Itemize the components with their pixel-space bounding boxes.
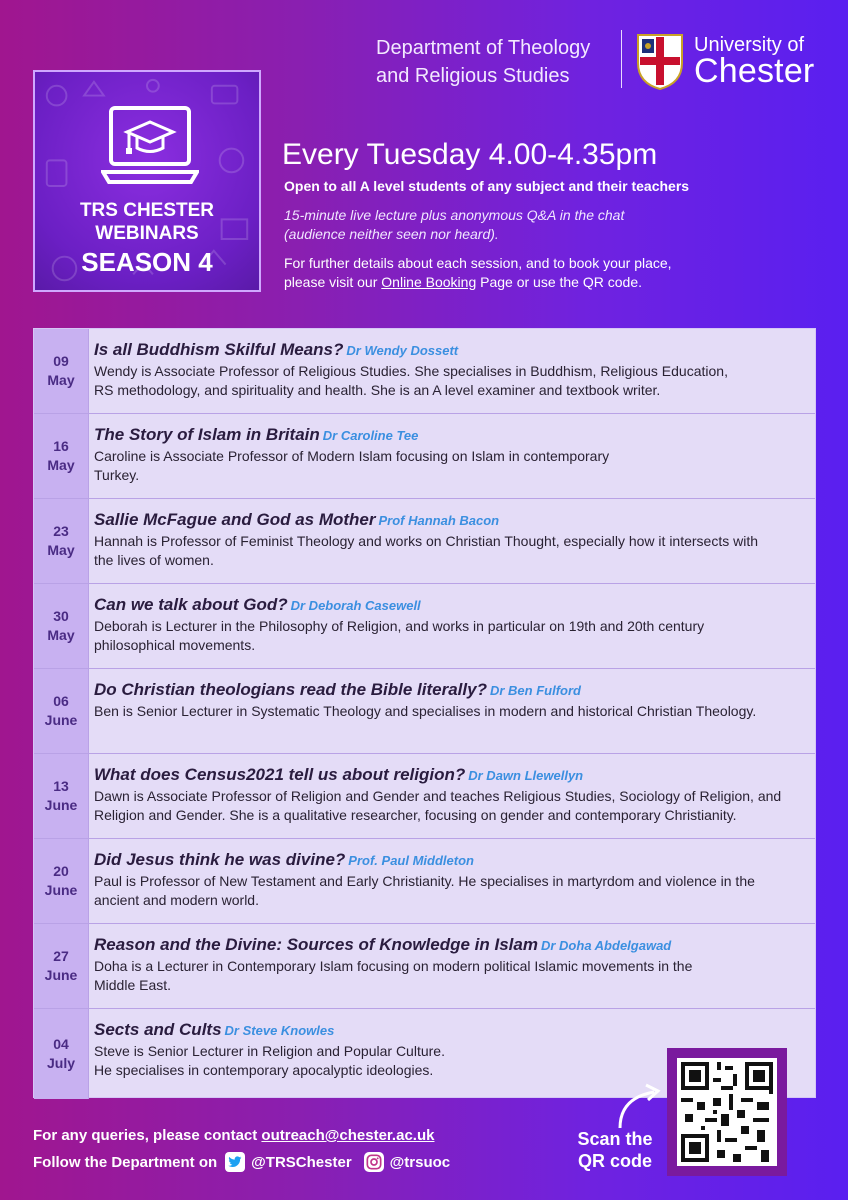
session-speaker: Dr Steve Knowles	[224, 1023, 335, 1038]
session-body	[89, 1009, 451, 1099]
session-date	[34, 1009, 89, 1099]
session-description	[94, 362, 728, 400]
session-row	[34, 584, 815, 669]
session-row	[34, 499, 815, 584]
session-title: The Story of Islam in Britain	[94, 425, 320, 444]
graduation-cap-icon	[126, 122, 173, 154]
qr-code-icon[interactable]	[677, 1058, 777, 1166]
twitter-icon[interactable]	[225, 1152, 245, 1172]
session-date	[34, 329, 89, 413]
laptop-icon	[101, 102, 199, 190]
department-name	[376, 34, 616, 90]
session-day: 09	[53, 353, 69, 369]
curved-arrow-icon	[614, 1082, 664, 1132]
department-line-1: Department of Theology	[376, 37, 591, 59]
session-day: 20	[53, 863, 69, 879]
details-line-1: For further details about each session, and to book your place,	[284, 255, 672, 271]
session-body	[89, 754, 787, 838]
session-month: June	[44, 967, 78, 983]
session-month: June	[44, 797, 78, 813]
qr-code-frame	[667, 1048, 787, 1176]
session-date	[34, 669, 89, 753]
session-description-line-2: philosophical movements.	[94, 637, 256, 653]
session-day: 13	[53, 778, 69, 794]
session-speaker: Dr Dawn Llewellyn	[468, 768, 584, 783]
session-title: Is all Buddhism Skilful Means?	[94, 340, 344, 359]
session-description	[94, 872, 755, 910]
social-line	[33, 1152, 450, 1172]
session-title: Do Christian theologians read the Bible literally?	[94, 680, 487, 699]
session-description	[94, 447, 609, 485]
badge-line-1: TRS CHESTER	[79, 200, 215, 221]
session-date	[34, 754, 89, 838]
session-body	[89, 584, 710, 668]
badge-line-3: SEASON 4	[81, 247, 213, 277]
session-description	[94, 1042, 445, 1080]
session-description-line-1: Hannah is Professor of Feminist Theology and works on Christian Thought, especially how it intersects with	[94, 533, 759, 549]
instagram-handle[interactable]: @trsuoc	[389, 1153, 451, 1171]
session-description-line-1: Steve is Senior Lecturer in Religion and Popular Culture.	[94, 1043, 445, 1059]
session-description	[94, 532, 758, 570]
instagram-icon[interactable]	[364, 1152, 384, 1172]
session-description	[94, 617, 704, 655]
session-day: 30	[53, 608, 69, 624]
session-date	[34, 414, 89, 498]
session-month: May	[47, 542, 75, 558]
session-description	[94, 702, 756, 721]
session-speaker: Dr Doha Abdelgawad	[540, 938, 672, 953]
session-speaker: Dr Caroline Tee	[322, 428, 419, 443]
session-row	[34, 754, 815, 839]
session-description-line-1: Dawn is Associate Professor of Religion and Gender and teaches Religious Studies, Sociology of Religion, and	[94, 788, 782, 804]
session-description-line-2: He specialises in contemporary apocalyptic ideologies.	[94, 1062, 434, 1078]
university-name-line-2: Chester	[694, 52, 815, 90]
scan-line-2: QR code	[577, 1151, 652, 1171]
follow-label: Follow the Department on	[33, 1153, 218, 1171]
lecture-format	[284, 206, 714, 244]
session-title: Can we talk about God?	[94, 595, 288, 614]
lecture-line-1: 15-minute live lecture plus anonymous Q&A in the chat	[284, 207, 625, 223]
session-body	[89, 924, 698, 1008]
session-speaker: Prof Hannah Bacon	[378, 513, 500, 528]
session-title: Sects and Cults	[94, 1020, 222, 1039]
header-divider	[621, 30, 622, 88]
schedule-tagline: Every Tuesday 4.00-4.35pm	[282, 138, 658, 171]
session-date	[34, 584, 89, 668]
scan-line-1: Scan the	[577, 1129, 653, 1149]
contact-prefix: For any queries, please contact	[33, 1127, 258, 1144]
session-description-line-2: the lives of women.	[94, 552, 214, 568]
details-suffix: Page or use the QR code.	[480, 274, 642, 290]
session-month: May	[47, 372, 75, 388]
badge-line-2: WEBINARS	[95, 223, 199, 244]
session-month: June	[44, 712, 78, 728]
sessions-table	[33, 328, 816, 1098]
session-title: Did Jesus think he was divine?	[94, 850, 346, 869]
university-name-line-1: University of	[694, 34, 805, 56]
session-description-line-2: Middle East.	[94, 977, 172, 993]
lecture-line-2: (audience neither seen nor heard).	[284, 226, 499, 242]
session-description-line-2: ancient and modern world.	[94, 892, 259, 908]
booking-details	[284, 254, 754, 292]
session-description-line-1: Caroline is Associate Professor of Modern Islam focusing on Islam in contemporary	[94, 448, 610, 464]
session-body	[89, 839, 761, 923]
session-speaker: Dr Ben Fulford	[489, 683, 581, 698]
session-row	[34, 839, 815, 924]
session-description-line-2: Religion and Gender. She is a qualitative researcher, focusing on gender and contemporary Christianity.	[94, 807, 737, 823]
session-date	[34, 924, 89, 1008]
session-speaker: Prof. Paul Middleton	[348, 853, 474, 868]
session-description-line-1: Ben is Senior Lecturer in Systematic Theology and specialises in modern and historical Christian Theology.	[94, 703, 757, 719]
session-month: May	[47, 457, 75, 473]
online-booking-link[interactable]: Online Booking	[381, 274, 477, 290]
contact-email-link[interactable]: outreach@chester.ac.uk	[261, 1127, 435, 1144]
session-title: Reason and the Divine: Sources of Knowledge in Islam	[94, 935, 538, 954]
session-date	[34, 499, 89, 583]
session-description-line-2: RS methodology, and spirituality and health. She is an A level examiner and textbook writer.	[94, 382, 661, 398]
session-body	[89, 669, 762, 753]
session-row	[34, 414, 815, 499]
details-line-2	[284, 273, 754, 292]
session-description	[94, 787, 781, 825]
contact-line	[33, 1127, 434, 1144]
session-title: Sallie McFague and God as Mother	[94, 510, 376, 529]
webinar-badge	[33, 70, 261, 292]
session-date	[34, 839, 89, 923]
session-row	[34, 329, 815, 414]
scan-qr-label	[572, 1128, 658, 1172]
session-day: 23	[53, 523, 69, 539]
session-day: 04	[53, 1036, 69, 1052]
session-day: 27	[53, 948, 69, 964]
crest-icon	[636, 33, 684, 91]
session-description-line-1: Paul is Professor of New Testament and Early Christianity. He specialises in martyrdom and violence in the	[94, 873, 755, 889]
session-description-line-1: Doha is a Lecturer in Contemporary Islam focusing on modern political Islamic movements in the	[94, 958, 693, 974]
session-month: July	[46, 1055, 75, 1071]
session-day: 16	[53, 438, 69, 454]
session-body	[89, 414, 615, 498]
twitter-handle[interactable]: @TRSChester	[251, 1153, 352, 1171]
department-line-2: and Religious Studies	[376, 65, 570, 87]
session-row	[34, 669, 815, 754]
session-body	[89, 499, 764, 583]
details-prefix: please visit our	[284, 274, 378, 290]
audience-text: Open to all A level students of any subject and their teachers	[284, 178, 690, 194]
session-title: What does Census2021 tell us about religion?	[94, 765, 466, 784]
session-description-line-2: Turkey.	[94, 467, 140, 483]
session-description-line-1: Wendy is Associate Professor of Religious Studies. She specialises in Buddhism, Religious Education,	[94, 363, 728, 379]
session-body	[89, 329, 734, 413]
session-day: 06	[53, 693, 69, 709]
session-row	[34, 924, 815, 1009]
session-month: June	[44, 882, 78, 898]
session-description	[94, 957, 692, 995]
session-month: May	[47, 627, 75, 643]
session-speaker: Dr Deborah Casewell	[290, 598, 421, 613]
session-speaker: Dr Wendy Dossett	[346, 343, 459, 358]
session-description-line-1: Deborah is Lecturer in the Philosophy of Religion, and works in particular on 19th and 20th century	[94, 618, 705, 634]
